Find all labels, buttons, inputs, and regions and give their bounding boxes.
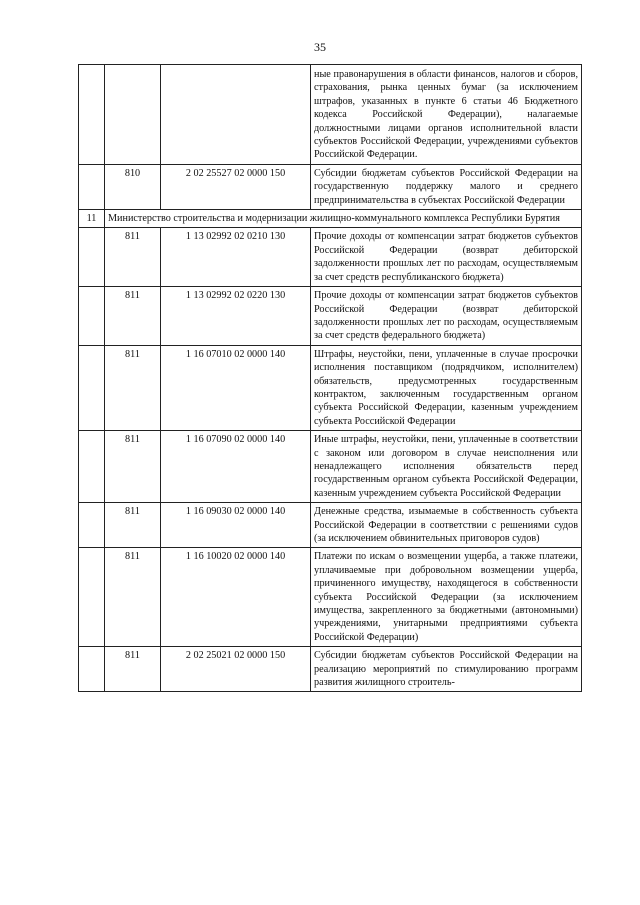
admin-code: 811 bbox=[105, 647, 161, 692]
admin-code: 811 bbox=[105, 431, 161, 503]
row-number bbox=[79, 345, 105, 430]
revenue-description: Субсидии бюджетам субъектов Российской Федерации на государственную поддержку малого и среднего предпринимательства в субъектах Российской Федерации bbox=[311, 164, 582, 209]
revenue-code: 1 16 07090 02 0000 140 bbox=[161, 431, 311, 503]
table-row bbox=[79, 228, 582, 287]
page-number: 35 bbox=[314, 40, 326, 54]
revenue-description: Штрафы, неустойки, пени, уплаченные в случае просрочки исполнения поставщиком (подрядчиком, исполнителем) обязательств, предусмотренных государственным контрактом, заключенным государственным органом субъекта Российской Федерации, казенным учреждением субъекта Российской Федерации bbox=[311, 345, 582, 430]
admin-code: 810 bbox=[105, 164, 161, 209]
section-title: Министерство строительства и модернизации жилищно-коммунального комплекса Республики Бурятия bbox=[105, 210, 582, 228]
revenue-description: ные правонарушения в области финансов, налогов и сборов, страхования, рынка ценных бумаг (за исключением штрафов, указанных в пункте 6 статьи 46 Бюджетного кодекса Российской Федерации), налагаемые должностными лицами органов исполнительной власти субъектов Российской Федерации, учреждениями субъектов Российской Федерации. bbox=[311, 65, 582, 165]
revenue-description: Иные штрафы, неустойки, пени, уплаченные в соответствии с законом или договором в случае неисполнения или ненадлежащего исполнения обязательств перед государственным органом субъекта Российской Федерации, казенным учреждением субъекта Российской Федерации bbox=[311, 431, 582, 503]
revenue-description: Платежи по искам о возмещении ущерба, а также платежи, уплачиваемые при добровольном возмещении ущерба, причиненного имуществу, находящегося в собственности субъекта Российской Федерации (за исключением имущества, закрепленного за бюджетными (автономными) учреждениями, унитарными предприятиями субъекта Российской Федерации) bbox=[311, 548, 582, 647]
revenue-table bbox=[78, 64, 582, 692]
admin-code bbox=[105, 65, 161, 165]
revenue-code: 2 02 25527 02 0000 150 bbox=[161, 164, 311, 209]
revenue-code bbox=[161, 65, 311, 165]
row-number bbox=[79, 65, 105, 165]
table-row bbox=[79, 345, 582, 430]
revenue-description: Прочие доходы от компенсации затрат бюджетов субъектов Российской Федерации (возврат дебиторской задолженности прошлых лет по расходам, осуществляемым за счет средств республиканского бюджета) bbox=[311, 228, 582, 287]
row-number bbox=[79, 647, 105, 692]
table-row bbox=[79, 548, 582, 647]
table-row bbox=[79, 647, 582, 692]
table-row bbox=[79, 287, 582, 346]
row-number bbox=[79, 228, 105, 287]
admin-code: 811 bbox=[105, 548, 161, 647]
revenue-code: 1 13 02992 02 0210 130 bbox=[161, 228, 311, 287]
row-number bbox=[79, 164, 105, 209]
revenue-code: 1 16 09030 02 0000 140 bbox=[161, 503, 311, 548]
admin-code: 811 bbox=[105, 345, 161, 430]
table-row bbox=[79, 503, 582, 548]
admin-code: 811 bbox=[105, 228, 161, 287]
row-number bbox=[79, 503, 105, 548]
revenue-code: 2 02 25021 02 0000 150 bbox=[161, 647, 311, 692]
table-row bbox=[79, 431, 582, 503]
section-row bbox=[79, 210, 582, 228]
revenue-code: 1 16 10020 02 0000 140 bbox=[161, 548, 311, 647]
revenue-code: 1 13 02992 02 0220 130 bbox=[161, 287, 311, 346]
admin-code: 811 bbox=[105, 287, 161, 346]
table-row bbox=[79, 65, 582, 165]
table-row bbox=[79, 164, 582, 209]
row-number bbox=[79, 548, 105, 647]
admin-code: 811 bbox=[105, 503, 161, 548]
revenue-description: Субсидии бюджетам субъектов Российской Федерации на реализацию мероприятий по стимулированию программ развития жилищного строитель- bbox=[311, 647, 582, 692]
revenue-description: Прочие доходы от компенсации затрат бюджетов субъектов Российской Федерации (возврат дебиторской задолженности прошлых лет по расходам, осуществляемым за счет средств федерального бюджета) bbox=[311, 287, 582, 346]
row-number bbox=[79, 431, 105, 503]
row-number bbox=[79, 287, 105, 346]
revenue-code: 1 16 07010 02 0000 140 bbox=[161, 345, 311, 430]
revenue-description: Денежные средства, изымаемые в собственность субъекта Российской Федерации в соответствии с решениями судов (за исключением обвинительных приговоров судов) bbox=[311, 503, 582, 548]
section-number: 11 bbox=[79, 210, 105, 228]
